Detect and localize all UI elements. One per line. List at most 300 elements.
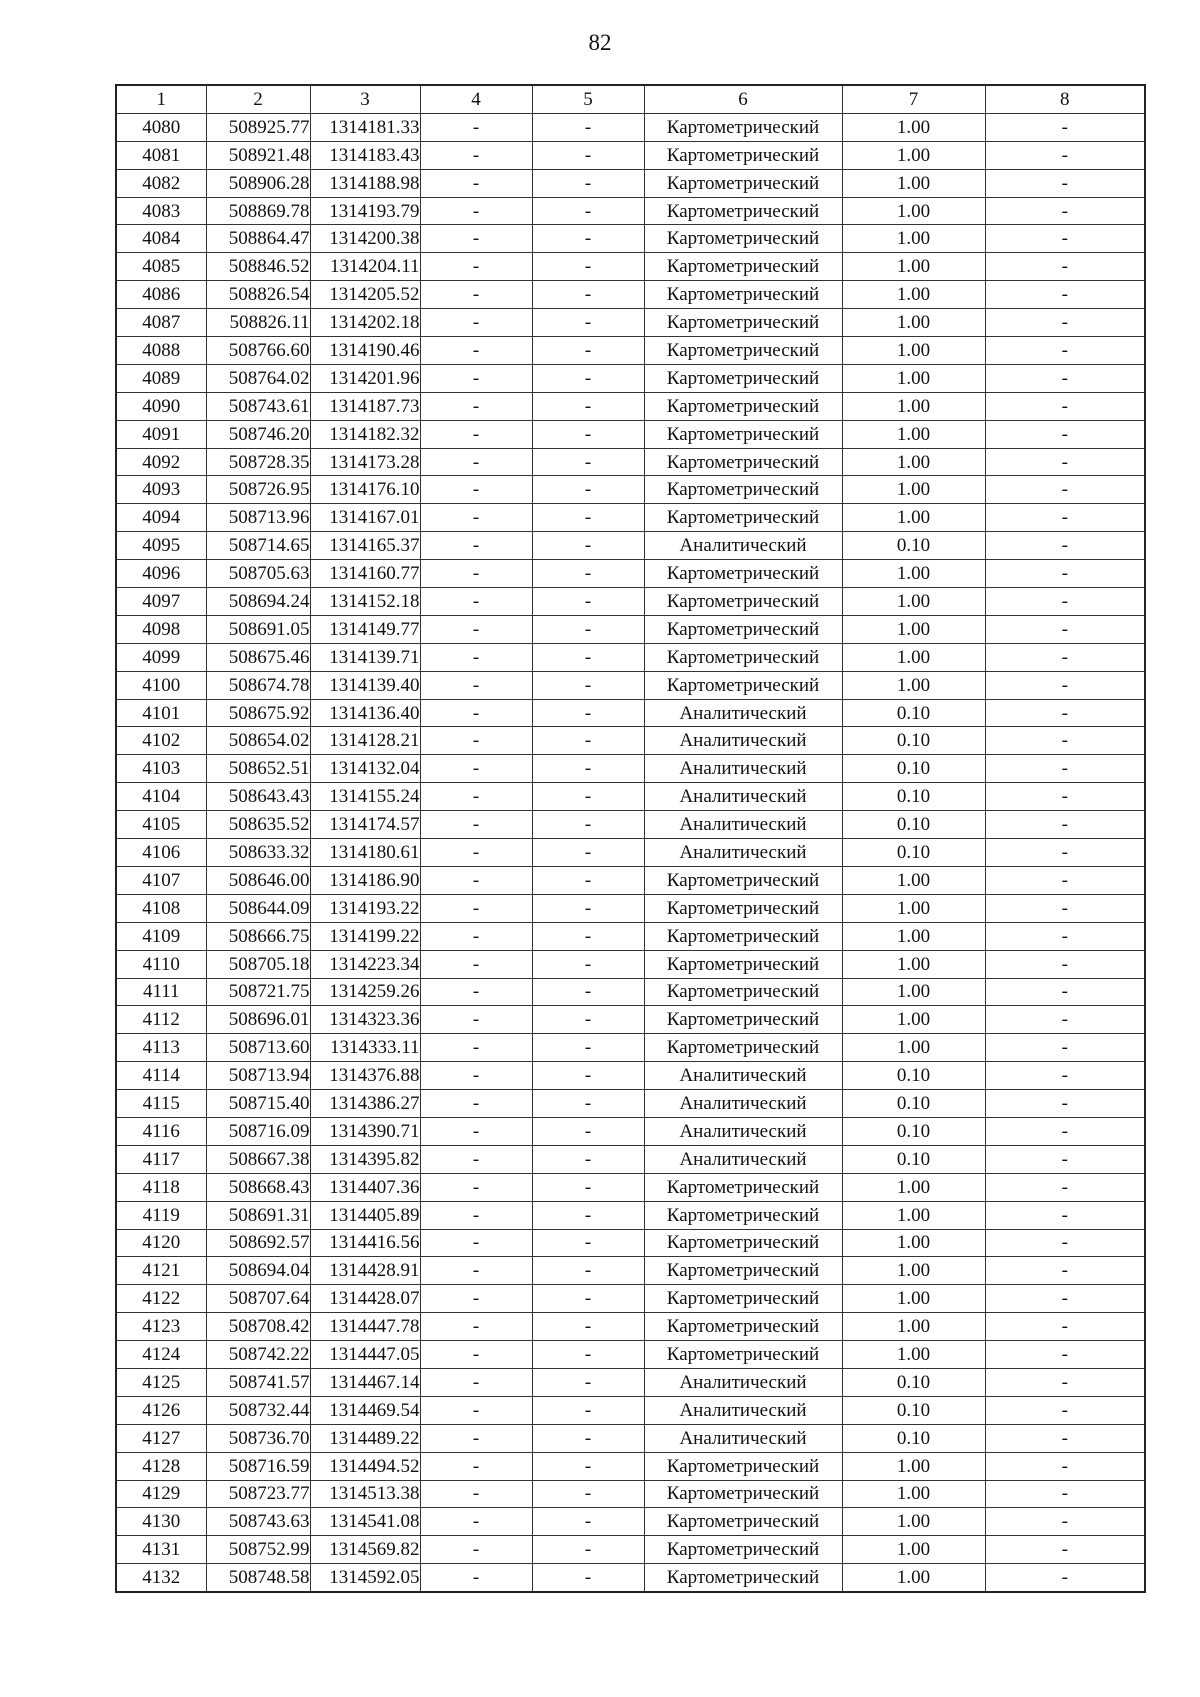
col-4-value-cell: - [420, 364, 532, 392]
x-coordinate-cell: 508826.54 [206, 281, 310, 309]
col-5-value-cell: - [532, 1145, 644, 1173]
method-cell: Аналитический [644, 699, 842, 727]
point-number-cell: 4129 [116, 1480, 206, 1508]
method-cell: Картометрический [644, 1201, 842, 1229]
col-4-value-cell: - [420, 1480, 532, 1508]
point-number-cell: 4126 [116, 1396, 206, 1424]
table-row [116, 643, 1145, 671]
x-coordinate-cell: 508846.52 [206, 253, 310, 281]
col-4-value-cell: - [420, 113, 532, 141]
col-8-value-cell: - [985, 392, 1145, 420]
col-5-value-cell: - [532, 643, 644, 671]
method-cell: Картометрический [644, 337, 842, 365]
accuracy-cell: 0.10 [842, 532, 985, 560]
col-4-value-cell: - [420, 392, 532, 420]
y-coordinate-cell: 1314190.46 [310, 337, 420, 365]
x-coordinate-cell: 508743.63 [206, 1508, 310, 1536]
method-cell: Аналитический [644, 532, 842, 560]
y-coordinate-cell: 1314132.04 [310, 755, 420, 783]
accuracy-cell: 1.00 [842, 950, 985, 978]
col-5-value-cell: - [532, 839, 644, 867]
y-coordinate-cell: 1314200.38 [310, 225, 420, 253]
method-cell: Картометрический [644, 364, 842, 392]
point-number-cell: 4112 [116, 1006, 206, 1034]
y-coordinate-cell: 1314180.61 [310, 839, 420, 867]
x-coordinate-cell: 508716.59 [206, 1452, 310, 1480]
y-coordinate-cell: 1314136.40 [310, 699, 420, 727]
point-number-cell: 4090 [116, 392, 206, 420]
column-header: 8 [985, 85, 1145, 113]
point-number-cell: 4098 [116, 615, 206, 643]
y-coordinate-cell: 1314592.05 [310, 1564, 420, 1592]
col-5-value-cell: - [532, 671, 644, 699]
coordinates-table [115, 84, 1146, 1593]
x-coordinate-cell: 508694.24 [206, 588, 310, 616]
point-number-cell: 4087 [116, 309, 206, 337]
y-coordinate-cell: 1314447.78 [310, 1313, 420, 1341]
accuracy-cell: 1.00 [842, 1452, 985, 1480]
accuracy-cell: 1.00 [842, 560, 985, 588]
accuracy-cell: 1.00 [842, 113, 985, 141]
accuracy-cell: 1.00 [842, 476, 985, 504]
col-8-value-cell: - [985, 225, 1145, 253]
col-4-value-cell: - [420, 1424, 532, 1452]
page-number: 82 [588, 30, 612, 55]
col-8-value-cell: - [985, 197, 1145, 225]
x-coordinate-cell: 508708.42 [206, 1313, 310, 1341]
accuracy-cell: 1.00 [842, 1201, 985, 1229]
col-5-value-cell: - [532, 1062, 644, 1090]
x-coordinate-cell: 508741.57 [206, 1368, 310, 1396]
method-cell: Картометрический [644, 420, 842, 448]
x-coordinate-cell: 508666.75 [206, 922, 310, 950]
col-5-value-cell: - [532, 811, 644, 839]
col-4-value-cell: - [420, 1145, 532, 1173]
point-number-cell: 4104 [116, 783, 206, 811]
col-5-value-cell: - [532, 141, 644, 169]
method-cell: Картометрический [644, 1257, 842, 1285]
x-coordinate-cell: 508692.57 [206, 1229, 310, 1257]
x-coordinate-cell: 508667.38 [206, 1145, 310, 1173]
col-5-value-cell: - [532, 560, 644, 588]
accuracy-cell: 1.00 [842, 1313, 985, 1341]
col-4-value-cell: - [420, 1396, 532, 1424]
accuracy-cell: 0.10 [842, 811, 985, 839]
method-cell: Картометрический [644, 281, 842, 309]
col-4-value-cell: - [420, 197, 532, 225]
col-5-value-cell: - [532, 950, 644, 978]
col-5-value-cell: - [532, 1368, 644, 1396]
y-coordinate-cell: 1314386.27 [310, 1090, 420, 1118]
col-4-value-cell: - [420, 839, 532, 867]
point-number-cell: 4122 [116, 1285, 206, 1313]
col-5-value-cell: - [532, 978, 644, 1006]
point-number-cell: 4121 [116, 1257, 206, 1285]
accuracy-cell: 1.00 [842, 671, 985, 699]
col-8-value-cell: - [985, 1536, 1145, 1564]
accuracy-cell: 0.10 [842, 699, 985, 727]
col-8-value-cell: - [985, 699, 1145, 727]
col-4-value-cell: - [420, 894, 532, 922]
col-4-value-cell: - [420, 922, 532, 950]
y-coordinate-cell: 1314333.11 [310, 1034, 420, 1062]
y-coordinate-cell: 1314167.01 [310, 504, 420, 532]
col-8-value-cell: - [985, 671, 1145, 699]
table-row [116, 1090, 1145, 1118]
accuracy-cell: 1.00 [842, 1034, 985, 1062]
method-cell: Аналитический [644, 1396, 842, 1424]
y-coordinate-cell: 1314489.22 [310, 1424, 420, 1452]
method-cell: Картометрический [644, 225, 842, 253]
method-cell: Аналитический [644, 783, 842, 811]
col-4-value-cell: - [420, 1564, 532, 1592]
col-4-value-cell: - [420, 1536, 532, 1564]
col-4-value-cell: - [420, 588, 532, 616]
accuracy-cell: 1.00 [842, 420, 985, 448]
col-5-value-cell: - [532, 727, 644, 755]
y-coordinate-cell: 1314128.21 [310, 727, 420, 755]
x-coordinate-cell: 508705.63 [206, 560, 310, 588]
col-4-value-cell: - [420, 1229, 532, 1257]
col-8-value-cell: - [985, 141, 1145, 169]
accuracy-cell: 0.10 [842, 1145, 985, 1173]
x-coordinate-cell: 508646.00 [206, 866, 310, 894]
col-4-value-cell: - [420, 1090, 532, 1118]
col-5-value-cell: - [532, 504, 644, 532]
col-5-value-cell: - [532, 337, 644, 365]
table-row [116, 615, 1145, 643]
table-row [116, 420, 1145, 448]
col-5-value-cell: - [532, 197, 644, 225]
x-coordinate-cell: 508742.22 [206, 1341, 310, 1369]
col-4-value-cell: - [420, 1452, 532, 1480]
col-8-value-cell: - [985, 476, 1145, 504]
x-coordinate-cell: 508715.40 [206, 1090, 310, 1118]
table-row [116, 671, 1145, 699]
y-coordinate-cell: 1314513.38 [310, 1480, 420, 1508]
accuracy-cell: 1.00 [842, 978, 985, 1006]
table-row [116, 113, 1145, 141]
point-number-cell: 4118 [116, 1173, 206, 1201]
col-4-value-cell: - [420, 1368, 532, 1396]
y-coordinate-cell: 1314160.77 [310, 560, 420, 588]
col-4-value-cell: - [420, 337, 532, 365]
col-8-value-cell: - [985, 1480, 1145, 1508]
col-8-value-cell: - [985, 1117, 1145, 1145]
column-header: 5 [532, 85, 644, 113]
col-4-value-cell: - [420, 1313, 532, 1341]
method-cell: Аналитический [644, 1062, 842, 1090]
accuracy-cell: 1.00 [842, 588, 985, 616]
accuracy-cell: 1.00 [842, 1341, 985, 1369]
col-4-value-cell: - [420, 727, 532, 755]
accuracy-cell: 1.00 [842, 141, 985, 169]
x-coordinate-cell: 508925.77 [206, 113, 310, 141]
point-number-cell: 4123 [116, 1313, 206, 1341]
accuracy-cell: 1.00 [842, 337, 985, 365]
accuracy-cell: 1.00 [842, 643, 985, 671]
x-coordinate-cell: 508633.32 [206, 839, 310, 867]
col-5-value-cell: - [532, 783, 644, 811]
accuracy-cell: 1.00 [842, 922, 985, 950]
table-row [116, 978, 1145, 1006]
method-cell: Картометрический [644, 1536, 842, 1564]
table-row [116, 281, 1145, 309]
method-cell: Картометрический [644, 169, 842, 197]
point-number-cell: 4107 [116, 866, 206, 894]
col-8-value-cell: - [985, 1341, 1145, 1369]
col-4-value-cell: - [420, 671, 532, 699]
method-cell: Аналитический [644, 727, 842, 755]
table-row [116, 1173, 1145, 1201]
accuracy-cell: 1.00 [842, 1536, 985, 1564]
col-5-value-cell: - [532, 253, 644, 281]
col-5-value-cell: - [532, 894, 644, 922]
col-8-value-cell: - [985, 1368, 1145, 1396]
col-5-value-cell: - [532, 364, 644, 392]
point-number-cell: 4117 [116, 1145, 206, 1173]
col-4-value-cell: - [420, 420, 532, 448]
col-8-value-cell: - [985, 1173, 1145, 1201]
y-coordinate-cell: 1314541.08 [310, 1508, 420, 1536]
y-coordinate-cell: 1314323.36 [310, 1006, 420, 1034]
col-4-value-cell: - [420, 1257, 532, 1285]
col-8-value-cell: - [985, 588, 1145, 616]
col-8-value-cell: - [985, 420, 1145, 448]
table-row [116, 392, 1145, 420]
col-5-value-cell: - [532, 1508, 644, 1536]
y-coordinate-cell: 1314181.33 [310, 113, 420, 141]
col-4-value-cell: - [420, 448, 532, 476]
method-cell: Картометрический [644, 141, 842, 169]
col-8-value-cell: - [985, 1201, 1145, 1229]
x-coordinate-cell: 508921.48 [206, 141, 310, 169]
table-row [116, 1424, 1145, 1452]
table-row [116, 1452, 1145, 1480]
point-number-cell: 4083 [116, 197, 206, 225]
x-coordinate-cell: 508635.52 [206, 811, 310, 839]
point-number-cell: 4089 [116, 364, 206, 392]
x-coordinate-cell: 508694.04 [206, 1257, 310, 1285]
col-8-value-cell: - [985, 1508, 1145, 1536]
y-coordinate-cell: 1314149.77 [310, 615, 420, 643]
method-cell: Картометрический [644, 392, 842, 420]
accuracy-cell: 1.00 [842, 504, 985, 532]
col-8-value-cell: - [985, 1257, 1145, 1285]
accuracy-cell: 0.10 [842, 783, 985, 811]
point-number-cell: 4113 [116, 1034, 206, 1062]
x-coordinate-cell: 508864.47 [206, 225, 310, 253]
y-coordinate-cell: 1314395.82 [310, 1145, 420, 1173]
col-4-value-cell: - [420, 1006, 532, 1034]
accuracy-cell: 1.00 [842, 1480, 985, 1508]
col-4-value-cell: - [420, 225, 532, 253]
accuracy-cell: 0.10 [842, 1090, 985, 1118]
y-coordinate-cell: 1314152.18 [310, 588, 420, 616]
col-8-value-cell: - [985, 337, 1145, 365]
method-cell: Картометрический [644, 197, 842, 225]
point-number-cell: 4095 [116, 532, 206, 560]
x-coordinate-cell: 508691.05 [206, 615, 310, 643]
col-5-value-cell: - [532, 1285, 644, 1313]
table-row [116, 1341, 1145, 1369]
accuracy-cell: 1.00 [842, 281, 985, 309]
method-cell: Картометрический [644, 1285, 842, 1313]
table-row [116, 1034, 1145, 1062]
table-row [116, 1480, 1145, 1508]
table-row [116, 1257, 1145, 1285]
col-4-value-cell: - [420, 1173, 532, 1201]
point-number-cell: 4132 [116, 1564, 206, 1592]
point-number-cell: 4108 [116, 894, 206, 922]
y-coordinate-cell: 1314494.52 [310, 1452, 420, 1480]
table-row [116, 1313, 1145, 1341]
col-5-value-cell: - [532, 1424, 644, 1452]
method-cell: Картометрический [644, 950, 842, 978]
y-coordinate-cell: 1314428.91 [310, 1257, 420, 1285]
method-cell: Картометрический [644, 113, 842, 141]
col-4-value-cell: - [420, 1062, 532, 1090]
col-4-value-cell: - [420, 755, 532, 783]
accuracy-cell: 1.00 [842, 169, 985, 197]
col-5-value-cell: - [532, 699, 644, 727]
col-4-value-cell: - [420, 141, 532, 169]
col-8-value-cell: - [985, 727, 1145, 755]
col-4-value-cell: - [420, 1508, 532, 1536]
accuracy-cell: 1.00 [842, 1229, 985, 1257]
point-number-cell: 4114 [116, 1062, 206, 1090]
point-number-cell: 4094 [116, 504, 206, 532]
point-number-cell: 4105 [116, 811, 206, 839]
point-number-cell: 4125 [116, 1368, 206, 1396]
y-coordinate-cell: 1314165.37 [310, 532, 420, 560]
point-number-cell: 4099 [116, 643, 206, 671]
point-number-cell: 4103 [116, 755, 206, 783]
point-number-cell: 4109 [116, 922, 206, 950]
col-8-value-cell: - [985, 448, 1145, 476]
point-number-cell: 4091 [116, 420, 206, 448]
method-cell: Картометрический [644, 1480, 842, 1508]
table-row [116, 448, 1145, 476]
col-8-value-cell: - [985, 504, 1145, 532]
x-coordinate-cell: 508723.77 [206, 1480, 310, 1508]
point-number-cell: 4120 [116, 1229, 206, 1257]
method-cell: Картометрический [644, 309, 842, 337]
x-coordinate-cell: 508906.28 [206, 169, 310, 197]
col-8-value-cell: - [985, 978, 1145, 1006]
y-coordinate-cell: 1314469.54 [310, 1396, 420, 1424]
method-cell: Картометрический [644, 253, 842, 281]
x-coordinate-cell: 508691.31 [206, 1201, 310, 1229]
col-5-value-cell: - [532, 1313, 644, 1341]
table-row [116, 1201, 1145, 1229]
col-8-value-cell: - [985, 950, 1145, 978]
col-5-value-cell: - [532, 1090, 644, 1118]
point-number-cell: 4101 [116, 699, 206, 727]
accuracy-cell: 1.00 [842, 1173, 985, 1201]
accuracy-cell: 0.10 [842, 1062, 985, 1090]
point-number-cell: 4102 [116, 727, 206, 755]
table-row [116, 169, 1145, 197]
col-5-value-cell: - [532, 1564, 644, 1592]
x-coordinate-cell: 508652.51 [206, 755, 310, 783]
method-cell: Картометрический [644, 1173, 842, 1201]
y-coordinate-cell: 1314259.26 [310, 978, 420, 1006]
col-5-value-cell: - [532, 1034, 644, 1062]
table-row [116, 197, 1145, 225]
method-cell: Картометрический [644, 448, 842, 476]
method-cell: Картометрический [644, 866, 842, 894]
x-coordinate-cell: 508748.58 [206, 1564, 310, 1592]
point-number-cell: 4100 [116, 671, 206, 699]
x-coordinate-cell: 508752.99 [206, 1536, 310, 1564]
x-coordinate-cell: 508675.92 [206, 699, 310, 727]
x-coordinate-cell: 508714.65 [206, 532, 310, 560]
table-header-row [116, 85, 1145, 113]
method-cell: Аналитический [644, 1090, 842, 1118]
y-coordinate-cell: 1314155.24 [310, 783, 420, 811]
y-coordinate-cell: 1314202.18 [310, 309, 420, 337]
method-cell: Аналитический [644, 1368, 842, 1396]
col-5-value-cell: - [532, 1006, 644, 1034]
x-coordinate-cell: 508707.64 [206, 1285, 310, 1313]
column-header: 3 [310, 85, 420, 113]
table-row [116, 1368, 1145, 1396]
x-coordinate-cell: 508713.94 [206, 1062, 310, 1090]
col-8-value-cell: - [985, 253, 1145, 281]
table-row [116, 309, 1145, 337]
col-4-value-cell: - [420, 253, 532, 281]
x-coordinate-cell: 508705.18 [206, 950, 310, 978]
col-5-value-cell: - [532, 1117, 644, 1145]
accuracy-cell: 0.10 [842, 755, 985, 783]
y-coordinate-cell: 1314416.56 [310, 1229, 420, 1257]
method-cell: Аналитический [644, 839, 842, 867]
table-row [116, 1145, 1145, 1173]
col-4-value-cell: - [420, 309, 532, 337]
col-8-value-cell: - [985, 811, 1145, 839]
x-coordinate-cell: 508826.11 [206, 309, 310, 337]
col-5-value-cell: - [532, 1341, 644, 1369]
point-number-cell: 4128 [116, 1452, 206, 1480]
col-8-value-cell: - [985, 281, 1145, 309]
col-8-value-cell: - [985, 1424, 1145, 1452]
column-header: 6 [644, 85, 842, 113]
col-4-value-cell: - [420, 699, 532, 727]
col-4-value-cell: - [420, 504, 532, 532]
accuracy-cell: 1.00 [842, 1508, 985, 1536]
col-4-value-cell: - [420, 1285, 532, 1313]
col-4-value-cell: - [420, 281, 532, 309]
table-row [116, 894, 1145, 922]
y-coordinate-cell: 1314176.10 [310, 476, 420, 504]
accuracy-cell: 1.00 [842, 392, 985, 420]
table-row [116, 560, 1145, 588]
table-body [116, 113, 1145, 1592]
table-row [116, 1564, 1145, 1592]
col-4-value-cell: - [420, 1341, 532, 1369]
col-4-value-cell: - [420, 1117, 532, 1145]
table-row [116, 1062, 1145, 1090]
col-8-value-cell: - [985, 113, 1145, 141]
col-5-value-cell: - [532, 1201, 644, 1229]
y-coordinate-cell: 1314173.28 [310, 448, 420, 476]
col-5-value-cell: - [532, 1229, 644, 1257]
y-coordinate-cell: 1314174.57 [310, 811, 420, 839]
table-row [116, 504, 1145, 532]
col-8-value-cell: - [985, 1396, 1145, 1424]
method-cell: Аналитический [644, 1424, 842, 1452]
